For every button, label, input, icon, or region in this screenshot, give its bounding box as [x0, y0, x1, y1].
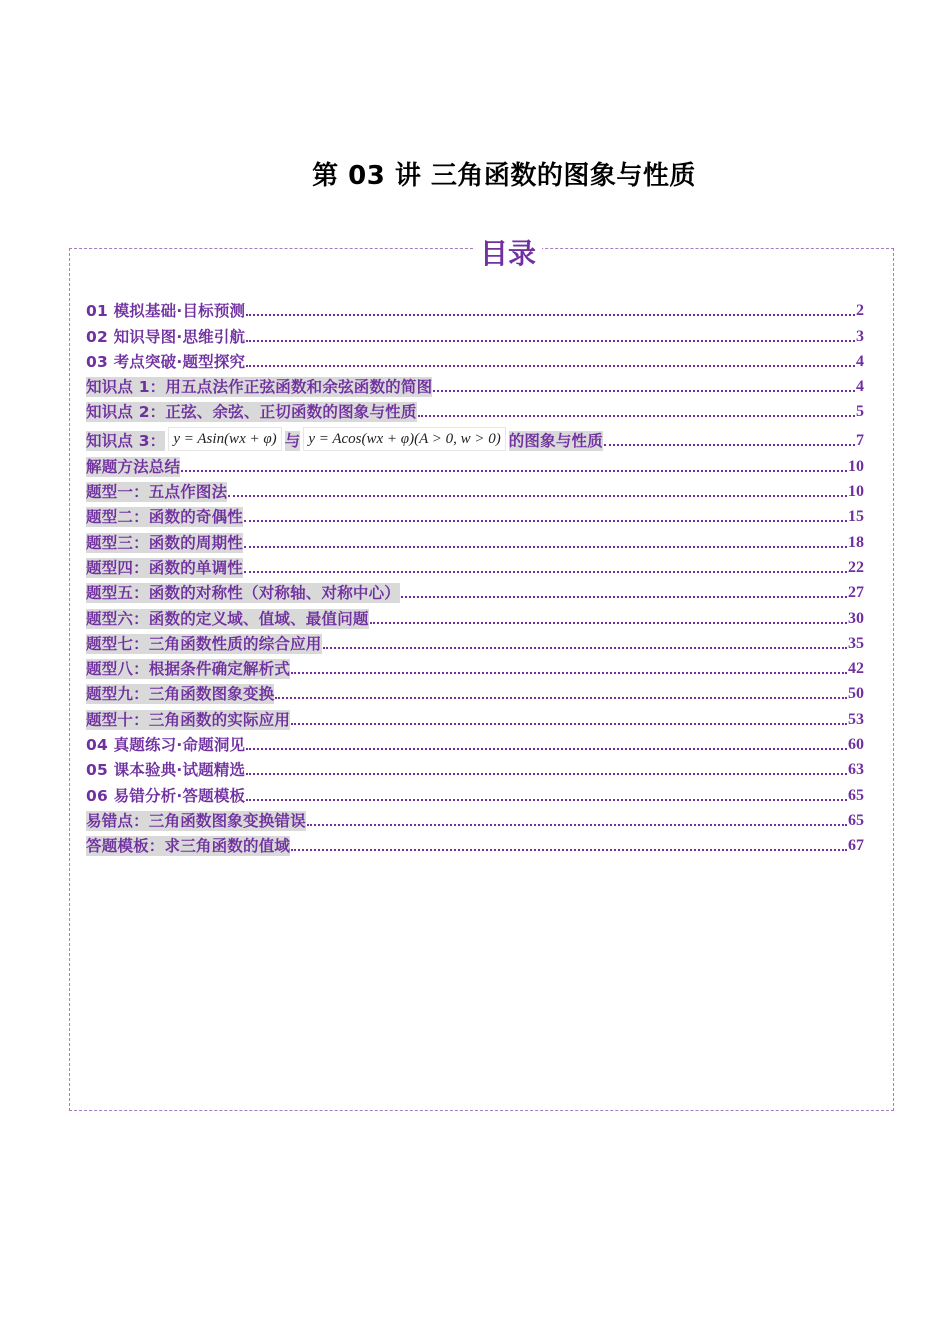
toc-entry-label[interactable]: 解题方法总结	[86, 457, 181, 476]
toc-page-number[interactable]: 22	[848, 558, 864, 576]
toc-list	[86, 296, 864, 856]
toc-page-number[interactable]: 35	[848, 634, 864, 652]
toc-page-number[interactable]: 60	[848, 736, 864, 754]
toc-dot-leader	[275, 697, 847, 699]
toc-page-number[interactable]: 53	[848, 710, 864, 728]
toc-entry[interactable]	[86, 806, 864, 831]
toc-page-number[interactable]: 65	[848, 811, 864, 829]
toc-entry[interactable]	[86, 780, 864, 805]
toc-dot-leader	[604, 444, 855, 446]
toc-dot-leader	[244, 546, 847, 548]
toc-entry[interactable]	[86, 755, 864, 780]
toc-page-number[interactable]: 65	[848, 786, 864, 804]
toc-dot-leader	[291, 672, 847, 674]
toc-entry-label[interactable]: 答题模板：求三角函数的值域	[86, 837, 291, 856]
toc-page-number[interactable]: 67	[848, 837, 864, 855]
document-title: 第 03 讲 三角函数的图象与性质	[312, 161, 696, 191]
toc-entry[interactable]	[86, 527, 864, 552]
toc-dot-leader	[181, 470, 847, 472]
toc-entry-label[interactable]: 知识点 3：	[86, 432, 166, 451]
toc-dot-leader	[246, 773, 847, 775]
toc-entry-label[interactable]: 题型八：根据条件确定解析式	[86, 660, 291, 679]
formula-sine: y = Asin(wx + φ)	[168, 427, 281, 451]
toc-entry[interactable]	[86, 451, 864, 476]
toc-entry-label[interactable]: 03 考点突破·题型探究	[86, 352, 246, 371]
toc-entry[interactable]	[86, 553, 864, 578]
toc-entry-label[interactable]: 题型六：函数的定义域、值域、最值问题	[86, 609, 369, 628]
toc-page-number[interactable]: 10	[848, 483, 864, 501]
toc-dot-leader	[244, 571, 847, 573]
toc-page-number[interactable]: 30	[848, 609, 864, 627]
toc-page-number[interactable]: 50	[848, 685, 864, 703]
toc-entry-label[interactable]: 知识点 1：用五点法作正弦函数和余弦函数的简图	[86, 378, 433, 397]
toc-entry-connector: 与	[284, 432, 301, 451]
toc-page-number[interactable]: 15	[848, 508, 864, 526]
toc-dot-leader	[244, 520, 847, 522]
toc-entry-label[interactable]: 02 知识导图·思维引航	[86, 327, 246, 346]
toc-entry-label[interactable]: 题型四：函数的单调性	[86, 558, 244, 577]
toc-entry-label-tail: 的图象与性质	[508, 432, 603, 451]
toc-page-number[interactable]: 2	[856, 302, 864, 320]
toc-entry-label[interactable]: 题型九：三角函数图象变换	[86, 685, 275, 704]
toc-dot-leader	[228, 495, 847, 497]
toc-entry[interactable]	[86, 477, 864, 502]
formula-cosine: y = Acos(wx + φ)(A > 0, w > 0)	[303, 427, 505, 451]
toc-dot-leader	[291, 723, 847, 725]
toc-entry-label[interactable]: 04 真题练习·命题洞见	[86, 736, 246, 755]
toc-page-number[interactable]: 4	[856, 352, 864, 370]
toc-page-number[interactable]: 42	[848, 660, 864, 678]
toc-entry[interactable]	[86, 654, 864, 679]
toc-heading-text: 目录	[474, 237, 542, 270]
toc-page-number[interactable]: 27	[848, 584, 864, 602]
toc-dot-leader	[246, 799, 847, 801]
toc-entry[interactable]	[86, 704, 864, 729]
toc-entry[interactable]	[86, 397, 864, 422]
toc-page-number[interactable]: 63	[848, 761, 864, 779]
toc-dot-leader	[370, 622, 847, 624]
toc-entry[interactable]	[86, 347, 864, 372]
toc-entry-label[interactable]: 知识点 2：正弦、余弦、正切函数的图象与性质	[86, 403, 417, 422]
toc-entry[interactable]	[86, 296, 864, 321]
toc-entry[interactable]	[86, 502, 864, 527]
toc-entry-label[interactable]: 题型七：三角函数性质的综合应用	[86, 634, 322, 653]
toc-entry[interactable]	[86, 603, 864, 628]
toc-dot-leader	[433, 390, 855, 392]
toc-entry[interactable]	[86, 578, 864, 603]
toc-entry-label[interactable]: 易错点：三角函数图象变换错误	[86, 811, 306, 830]
toc-entry[interactable]	[86, 321, 864, 346]
toc-dot-leader	[307, 824, 847, 826]
toc-dot-leader	[246, 314, 855, 316]
toc-entry-label[interactable]: 题型三：函数的周期性	[86, 533, 244, 552]
toc-entry[interactable]	[86, 372, 864, 397]
toc-entry-label[interactable]: 06 易错分析·答题模板	[86, 786, 246, 805]
toc-page-number[interactable]: 4	[856, 378, 864, 396]
toc-entry[interactable]	[86, 679, 864, 704]
toc-dot-leader	[323, 647, 847, 649]
toc-dot-leader	[418, 415, 855, 417]
toc-page-number[interactable]: 3	[856, 327, 864, 345]
toc-entry[interactable]	[86, 629, 864, 654]
toc-page-number[interactable]: 7	[856, 432, 864, 450]
toc-page-number[interactable]: 18	[848, 533, 864, 551]
toc-entry-label[interactable]: 01 模拟基础·目标预测	[86, 302, 246, 321]
toc-entry[interactable]	[86, 422, 864, 451]
toc-entry[interactable]	[86, 831, 864, 856]
toc-page-number[interactable]: 5	[856, 403, 864, 421]
toc-page-number[interactable]: 10	[848, 457, 864, 475]
toc-dot-leader	[291, 849, 847, 851]
toc-entry-label[interactable]: 题型五：函数的对称性（对称轴、对称中心）	[86, 584, 401, 603]
toc-dot-leader	[246, 365, 855, 367]
toc-entry-label[interactable]: 题型十：三角函数的实际应用	[86, 710, 291, 729]
toc-dot-leader	[246, 340, 855, 342]
toc-heading	[0, 232, 950, 272]
toc-dot-leader	[401, 596, 847, 598]
toc-entry-label[interactable]: 05 课本验典·试题精选	[86, 761, 246, 780]
toc-dot-leader	[246, 748, 847, 750]
toc-entry[interactable]	[86, 730, 864, 755]
toc-entry-label[interactable]: 题型一：五点作图法	[86, 483, 228, 502]
toc-entry-label[interactable]: 题型二：函数的奇偶性	[86, 508, 244, 527]
